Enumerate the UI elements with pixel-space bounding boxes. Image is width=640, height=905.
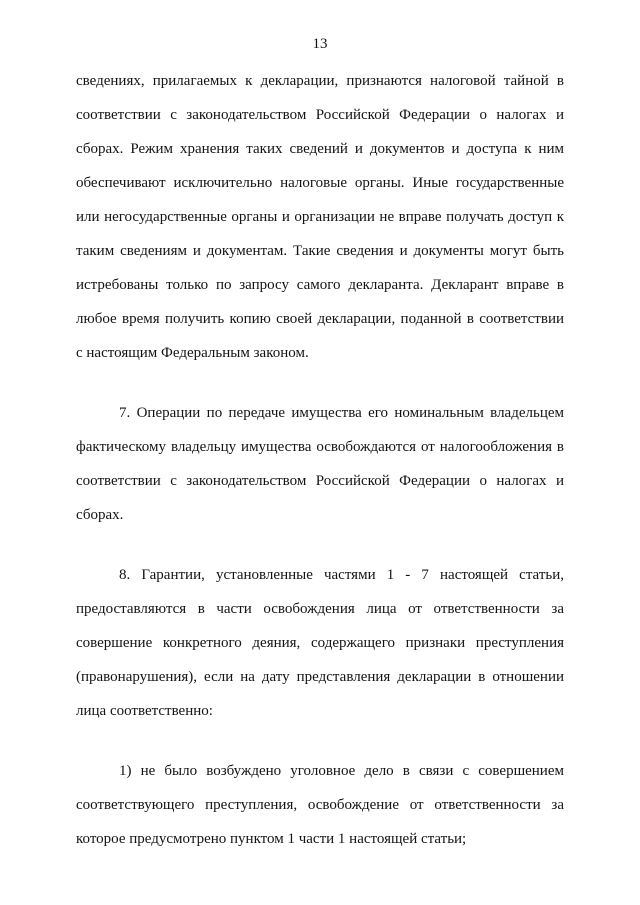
- text-line: совершение конкретного деяния, содержащего признаки преступления: [76, 635, 564, 651]
- document-body: [76, 72, 564, 864]
- text-line: сведениях, прилагаемых к декларации, признаются налоговой тайной в: [76, 73, 564, 89]
- text-line: (правонарушения), если на дату представления декларации в отношении: [76, 669, 564, 685]
- text-line: которое предусмотрено пунктом 1 части 1 настоящей статьи;: [76, 831, 467, 847]
- paragraph-item-7: [76, 404, 564, 540]
- text-line: 7. Операции по передаче имущества его номинальным владельцем: [119, 405, 564, 421]
- paragraph-continuation: [76, 72, 564, 378]
- paragraph-subitem-1: [76, 762, 564, 864]
- text-line: сборах. Режим хранения таких сведений и документов и доступа к ним: [76, 141, 564, 157]
- text-line: 8. Гарантии, установленные частями 1 - 7 настоящей статьи,: [119, 567, 564, 583]
- text-line: лица соответственно:: [76, 703, 213, 719]
- text-line: с настоящим Федеральным законом.: [76, 345, 309, 361]
- text-line: соответствии с законодательством Российской Федерации о налогах и: [76, 107, 564, 123]
- text-line: фактическому владельцу имущества освобождаются от налогообложения в: [76, 439, 564, 455]
- text-line: любое время получить копию своей декларации, поданной в соответствии: [76, 311, 564, 327]
- text-line: предоставляются в части освобождения лица от ответственности за: [76, 601, 564, 617]
- paragraph-spacing: [76, 540, 564, 566]
- text-line: 1) не было возбуждено уголовное дело в связи с совершением: [119, 763, 564, 779]
- text-line: соответствии с законодательством Российской Федерации о налогах и: [76, 473, 564, 489]
- paragraph-spacing: [76, 736, 564, 762]
- text-line: истребованы только по запросу самого декларанта. Декларант вправе в: [76, 277, 564, 293]
- page-number: 13: [312, 36, 328, 52]
- text-line: соответствующего преступления, освобождение от ответственности за: [76, 797, 564, 813]
- text-line: сборах.: [76, 507, 124, 523]
- paragraph-item-8: [76, 566, 564, 736]
- paragraph-spacing: [76, 378, 564, 404]
- text-line: или негосударственные органы и организации не вправе получать доступ к: [76, 209, 564, 225]
- text-line: таким сведениям и документам. Такие сведения и документы могут быть: [76, 243, 564, 259]
- text-line: обеспечивают исключительно налоговые органы. Иные государственные: [76, 175, 564, 191]
